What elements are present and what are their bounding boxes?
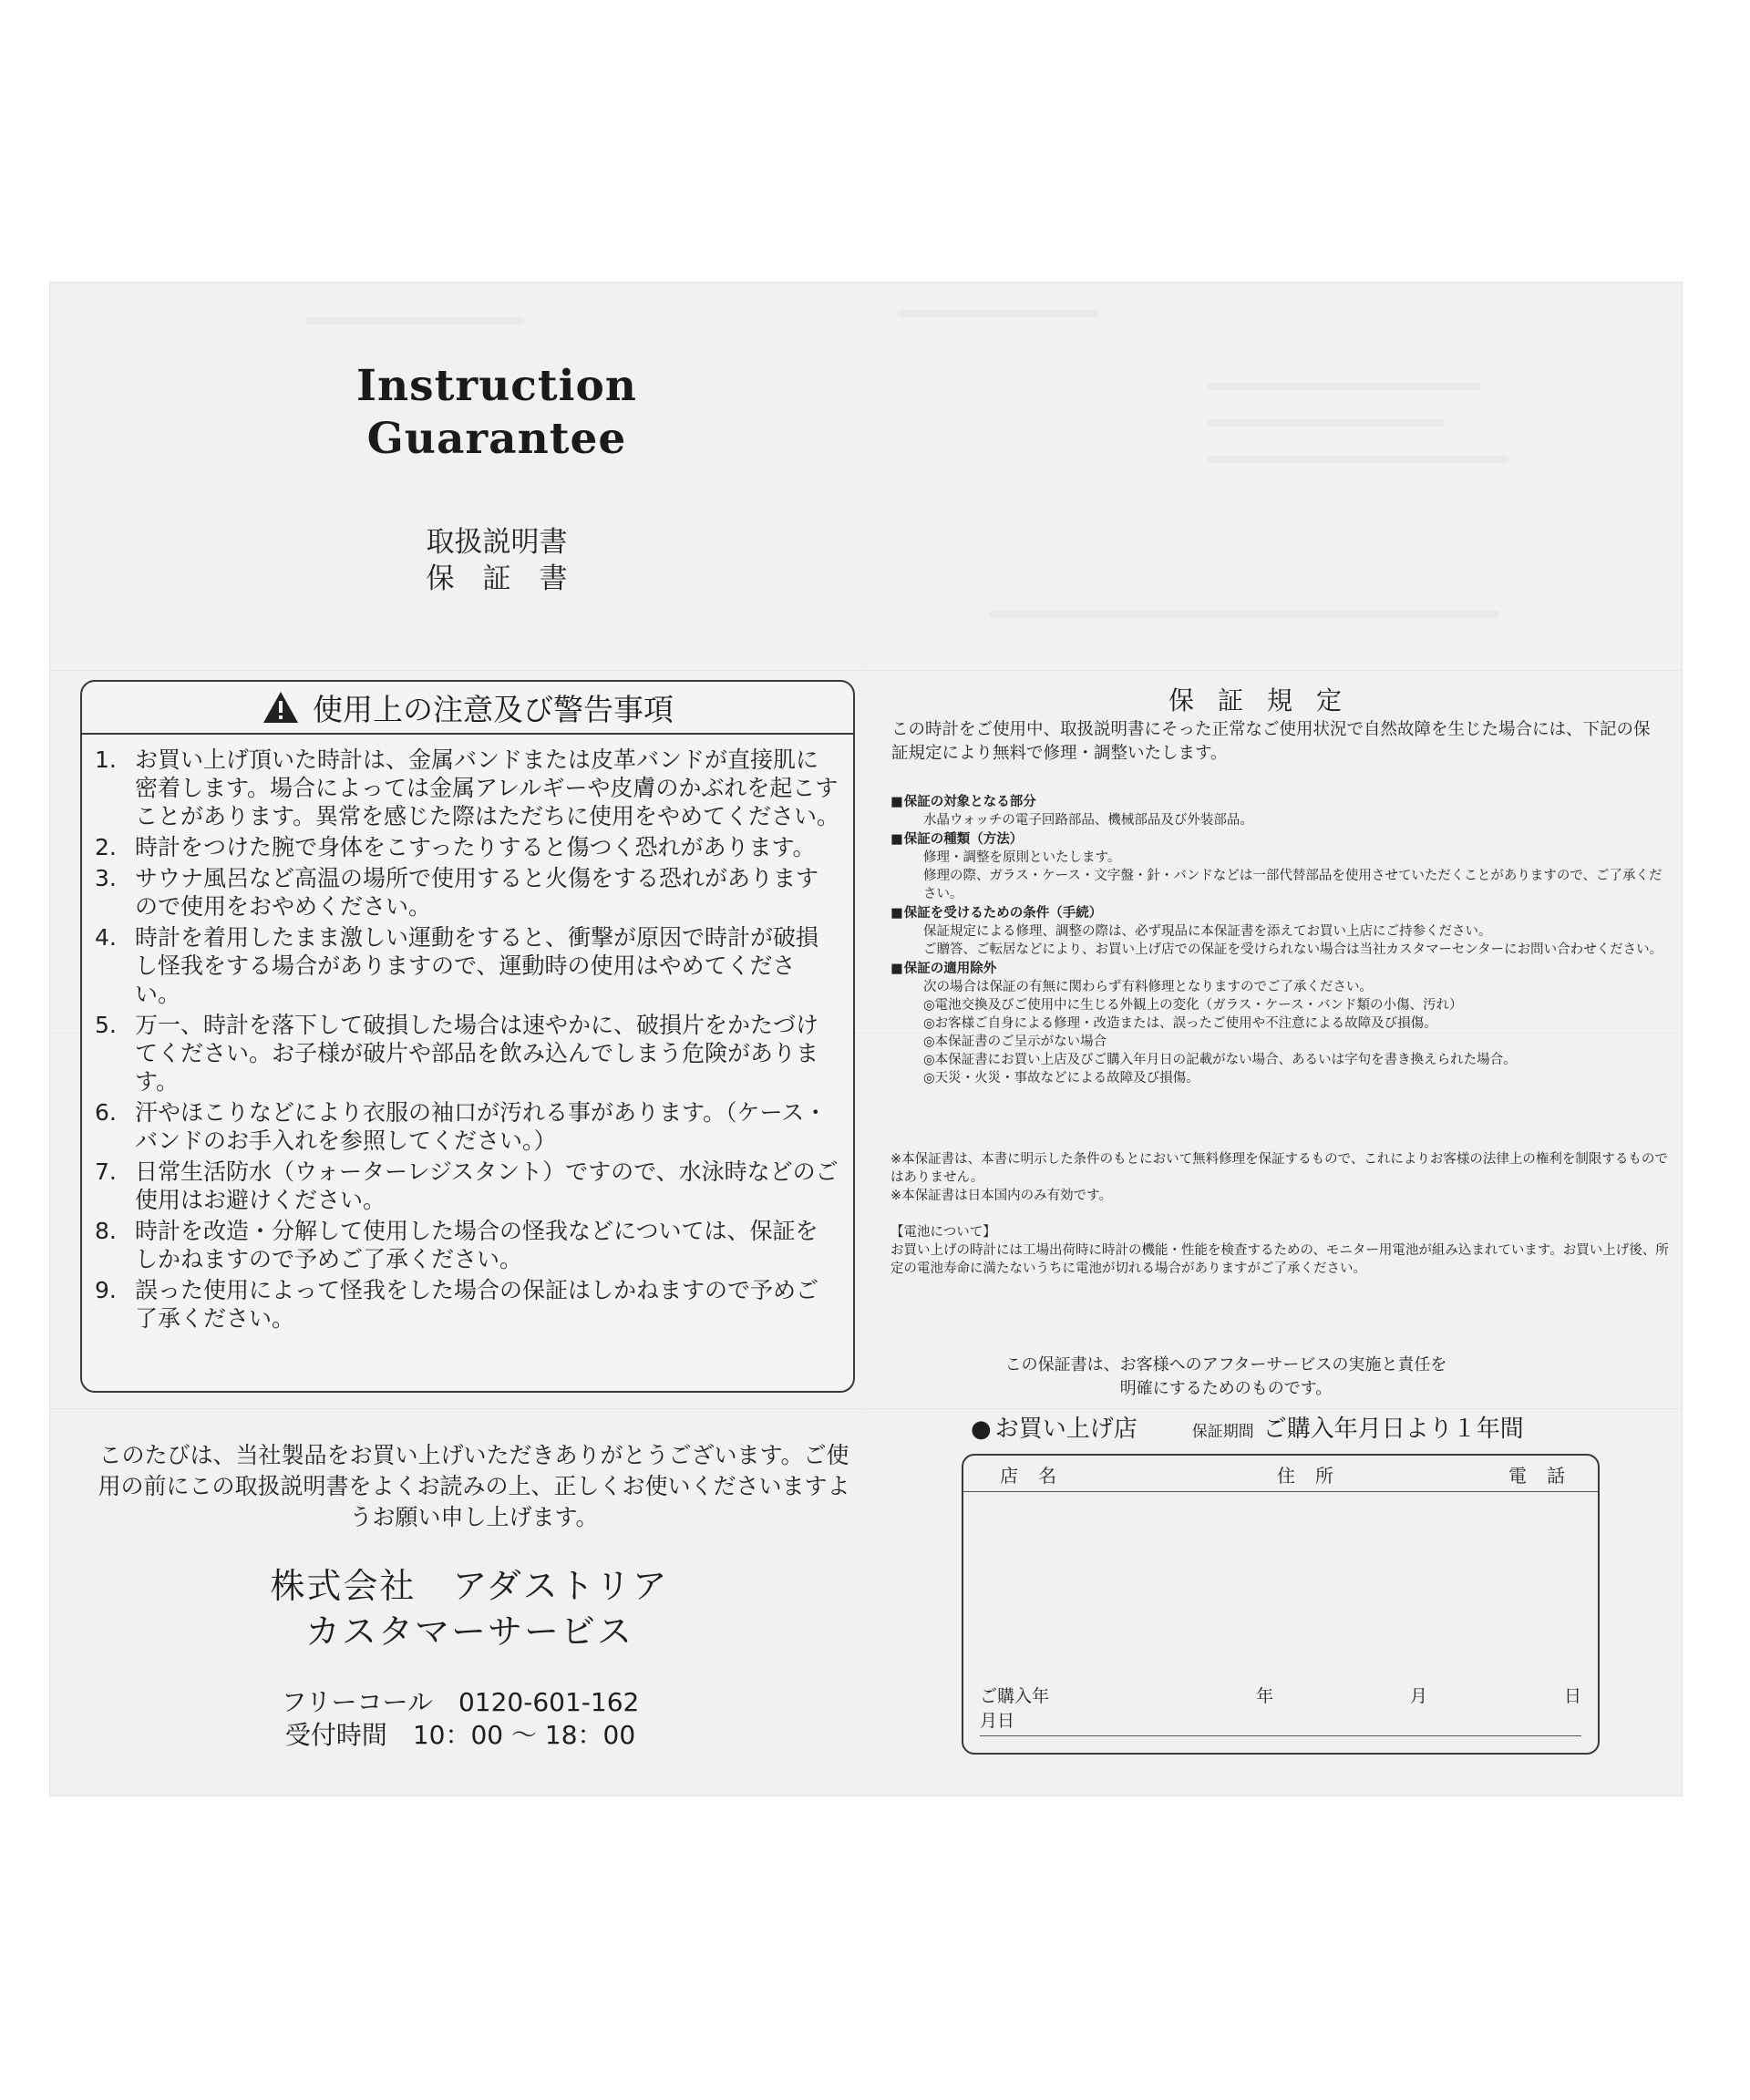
warning-heading: 使用上の注意及び警告事項 <box>313 691 674 727</box>
section-heading: ■ 保証の対象となる部分 <box>890 793 1674 811</box>
section-line: ◎天災・火災・事故などによる故障及び損傷。 <box>923 1071 1199 1086</box>
date-month: 月 <box>1409 1686 1427 1706</box>
date-day: 日 <box>1563 1686 1581 1706</box>
section-line: 水晶ウォッチの電子回路部品、機械部品及び外装部品。 <box>923 813 1253 828</box>
purchase-header <box>971 1410 1663 1444</box>
guarantee-section <box>890 793 1674 829</box>
guarantee-rules-title: 保証規定 <box>1168 685 1365 715</box>
store-label: ● お買い上げ店 <box>971 1410 1138 1444</box>
fold-line-upper <box>50 670 1682 671</box>
section-line: 修理・調整を原則といたします。 <box>923 850 1121 865</box>
battery-notice <box>890 1223 1674 1278</box>
guarantee-sheet <box>50 283 1682 1796</box>
section-line: 保証規定による修理、調整の際は、必ず現品に本保証書を添えてお買い上店にご持参ください。 <box>923 924 1492 939</box>
warning-item: 5. 万一、時計を落下して破損した場合は速やかに、破損片をかたづけてください。お子様が破片や部品を飲み込んでしまう危険があります。 <box>95 1012 819 1095</box>
section-heading: ■ 保証の適用除外 <box>890 960 1674 978</box>
store-stamp-box[interactable] <box>962 1454 1600 1755</box>
section-line: ◎お客様ご自身による修理・改造または、誤ったご使用や不注意による故障及び損傷。 <box>923 1016 1437 1031</box>
warning-item: 8. 時計を改造・分解して使用した場合の怪我などについては、保証をしかねますので予めご了承ください。 <box>95 1218 818 1272</box>
freecall-number: フリーコール 0120-601-162 <box>281 1687 640 1717</box>
battery-text: お買い上げの時計には工場出荷時に時計の機能・性能を検査するための、モニター用電池が組み込まれています。お買い上げ後、所定の電池寿命に満たないうちに電池が切れる場合がありますがご了承ください。 <box>890 1243 1669 1276</box>
title-instruction: Instruction <box>356 361 637 411</box>
section-line: ◎本保証書にお買い上店及びご購入年月日の記載がない場合、あるいは字句を書き換えられた場合。 <box>923 1053 1517 1067</box>
note-legal: ※本保証書は、本書に明示した条件のもとにおいて無料修理を保証するもので、これによりお客様の法律上の権利を制限するものではありません。 <box>890 1152 1668 1185</box>
warning-item: 7. 日常生活防水（ウォーターレジスタント）ですので、水泳時などのご使用はお避けください。 <box>95 1158 839 1213</box>
date-year: 年 <box>1255 1686 1273 1706</box>
warning-item: 4. 時計を着用したまま激しい運動をすると、衝撃が原因で時計が破損し怪我をする場合がありますので、運動時の使用はやめてください。 <box>95 924 819 1007</box>
closing-statement <box>989 1354 1463 1401</box>
company-name-line2: カスタマーサービス <box>304 1611 633 1652</box>
contact-info <box>187 1686 734 1752</box>
warning-header <box>82 682 853 735</box>
title-warranty: 保 証 書 <box>426 562 568 595</box>
section-line: 修理の際、ガラス・ケース・文字盤・針・バンドなどは一部代替部品を使用させていただくことがありますので、ご了承ください。 <box>923 869 1662 901</box>
warranty-period-value: ご購入年月日より１年間 <box>1262 1415 1524 1443</box>
fold-line-vertical <box>866 283 868 1796</box>
warning-list <box>82 735 853 1333</box>
guarantee-intro: この時計をご使用中、取扱説明書にそった正常なご使用状況で自然故障を生じた場合には、下記の保証規定により無料で修理・調整いたします。 <box>891 720 1651 763</box>
section-heading: ■ 保証を受けるための条件（手続） <box>890 904 1674 922</box>
note-domestic: ※本保証書は日本国内のみ有効です。 <box>890 1189 1112 1203</box>
column-store-name: 店名 <box>1000 1465 1076 1487</box>
thank-you-message: このたびは、当社製品をお買い上げいただきありがとうございます。ご使用の前にこの取扱説明書をよくお読みの上、正しくお使いくださいますようお願い申し上げます。 <box>98 1442 850 1530</box>
warning-box <box>80 680 855 1393</box>
guarantee-notes <box>890 1150 1674 1205</box>
warning-item: 9. 誤った使用によって怪我をした場合の保証はしかねますので予めご了承ください。 <box>95 1277 819 1332</box>
battery-title: 【電池について】 <box>890 1225 996 1240</box>
column-address: 住所 <box>1277 1465 1354 1487</box>
company-name-line1: 株式会社 アダストリア <box>270 1566 669 1606</box>
guarantee-sections <box>890 793 1674 1088</box>
company-name <box>160 1563 779 1654</box>
guarantee-section <box>890 830 1674 903</box>
closing-line2: 明確にするためのものです。 <box>1119 1379 1333 1398</box>
title-english <box>314 360 679 466</box>
title-guarantee: Guarantee <box>366 414 627 464</box>
warning-icon <box>262 690 300 725</box>
warning-item: 3. サウナ風呂など高温の場所で使用すると火傷をする恐れがありますので使用をおやめください。 <box>95 865 819 920</box>
store-columns <box>963 1456 1598 1492</box>
section-line: ご贈答、ご転居などにより、お買い上げ店での保証を受けられない場合は当社カスタマーセンターにお問い合わせください。 <box>923 942 1663 957</box>
warning-item: 6. 汗やほこりなどにより衣服の袖口が汚れる事があります。（ケース・バンドのお手入れを参照してください。） <box>95 1099 828 1154</box>
reception-hours: 受付時間 10：00 〜 18：00 <box>284 1720 636 1750</box>
closing-line1: この保証書は、お客様へのアフターサービスの実施と責任を <box>1004 1355 1447 1374</box>
warning-item: 1. お買い上げ頂いた時計は、金属バンドまたは皮革バンドが直接肌に密着します。場合によっては金属アレルギーや皮膚のかぶれを起こすことがあります。異常を感じた際はただちに使用をやめてください。 <box>95 746 840 829</box>
section-heading: ■ 保証の種類（方法） <box>890 830 1674 849</box>
guarantee-section <box>890 904 1674 959</box>
fold-line-lower <box>50 1408 1682 1409</box>
title-manual: 取扱説明書 <box>426 526 568 559</box>
purchase-date-row[interactable] <box>980 1683 1581 1736</box>
section-line: ◎本保証書のご呈示がない場合 <box>923 1035 1107 1049</box>
guarantee-section <box>890 960 1674 1087</box>
title-japanese <box>374 524 620 597</box>
column-phone: 電話 <box>1508 1465 1585 1487</box>
warranty-period-label: 保証期間 <box>1191 1423 1254 1441</box>
warning-item: 2. 時計をつけた腕で身体をこすったりすると傷つく恐れがあります。 <box>95 834 816 860</box>
section-line: ◎電池交換及びご使用中に生じる外観上の変化（ガラス・ケース・バンド類の小傷、汚れ） <box>923 998 1463 1013</box>
section-line: 次の場合は保証の有無に関わらず有料修理となりますのでご了承ください。 <box>923 980 1373 994</box>
purchase-date-label: ご購入年月日 <box>980 1686 1050 1731</box>
